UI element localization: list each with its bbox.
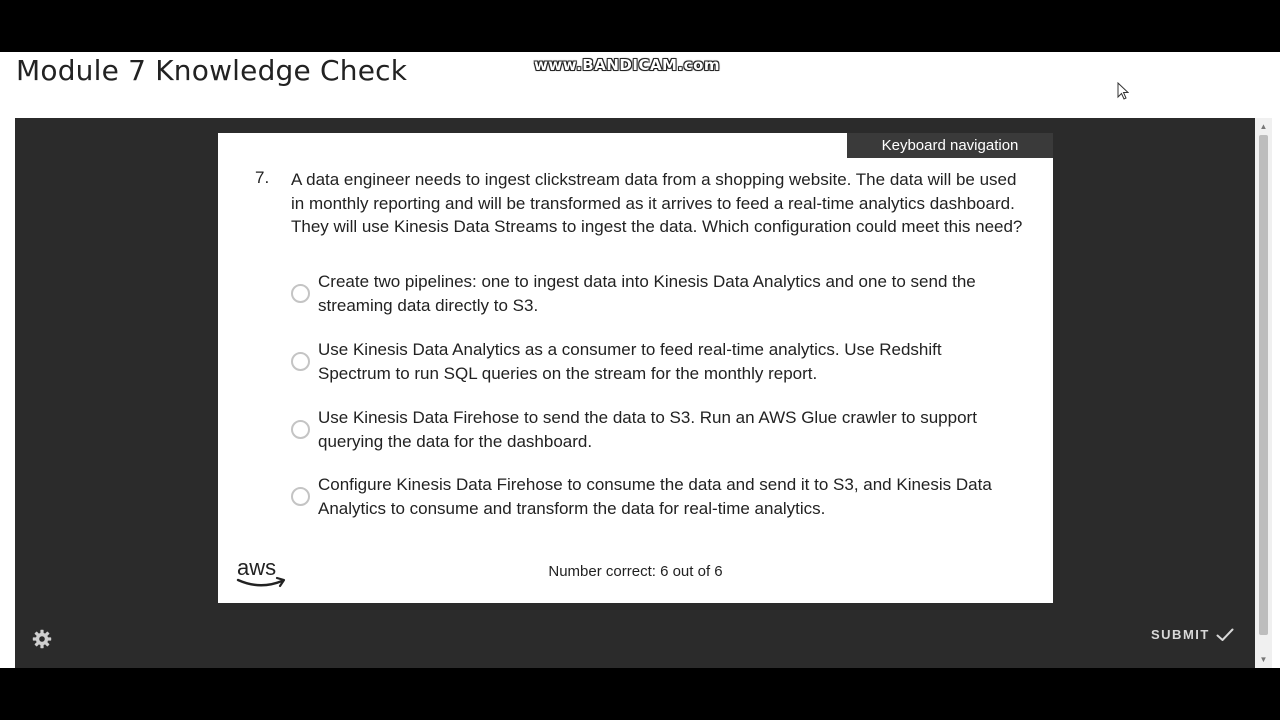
question-card	[218, 133, 1053, 603]
answer-option[interactable]	[291, 338, 1011, 385]
answer-option[interactable]	[291, 473, 1011, 520]
submit-label: SUBMIT	[1151, 627, 1210, 642]
scrollbar-thumb[interactable]	[1259, 135, 1268, 635]
question-number: 7.	[255, 168, 270, 187]
gear-icon[interactable]	[32, 629, 52, 649]
answer-option-label: Create two pipelines: one to ingest data into Kinesis Data Analytics and one to send the streaming data directly to S3.	[318, 272, 976, 315]
answer-option-label: Use Kinesis Data Analytics as a consumer to feed real-time analytics. Use Redshift Spectrum to run SQL queries on the stream for the monthly report.	[318, 340, 942, 383]
score-text: Number correct: 6 out of 6	[548, 563, 723, 580]
recording-letterbox-bottom	[0, 668, 1280, 720]
recording-letterbox-top	[0, 0, 1280, 52]
radio-button-icon[interactable]	[291, 284, 310, 303]
lms-page	[0, 52, 1280, 668]
checkmark-icon	[1216, 628, 1234, 642]
keyboard-navigation-button[interactable]: Keyboard navigation	[847, 133, 1053, 158]
radio-button-icon[interactable]	[291, 420, 310, 439]
radio-button-icon[interactable]	[291, 352, 310, 371]
mouse-cursor-icon	[1117, 82, 1129, 100]
answer-option-label: Configure Kinesis Data Firehose to consume the data and send it to S3, and Kinesis Data Analytics to consume and transform the data for real-time analytics.	[318, 475, 992, 518]
bandicam-watermark: www.BANDICAM.com	[534, 56, 721, 74]
vertical-scrollbar[interactable]	[1255, 118, 1272, 668]
submit-button[interactable]	[1151, 627, 1234, 642]
answer-option-label: Use Kinesis Data Firehose to send the data to S3. Run an AWS Glue crawler to support querying the data for the dashboard.	[318, 408, 977, 451]
answer-option[interactable]	[291, 406, 1011, 453]
scroll-down-arrow-icon[interactable]: ▼	[1259, 655, 1268, 664]
quiz-player	[15, 118, 1255, 668]
aws-logo-text: aws	[237, 556, 277, 580]
radio-button-icon[interactable]	[291, 487, 310, 506]
answer-option[interactable]	[291, 270, 1011, 317]
question-text: A data engineer needs to ingest clickstream data from a shopping website. The data will be used in monthly reporting and will be transformed as it arrives to feed a real-time analytics dashboard. They will use Kinesis Data Streams to ingest the data. Which configuration could meet this need?	[291, 170, 1023, 236]
scroll-up-arrow-icon[interactable]: ▲	[1259, 122, 1268, 131]
page-title: Module 7 Knowledge Check	[16, 54, 408, 87]
